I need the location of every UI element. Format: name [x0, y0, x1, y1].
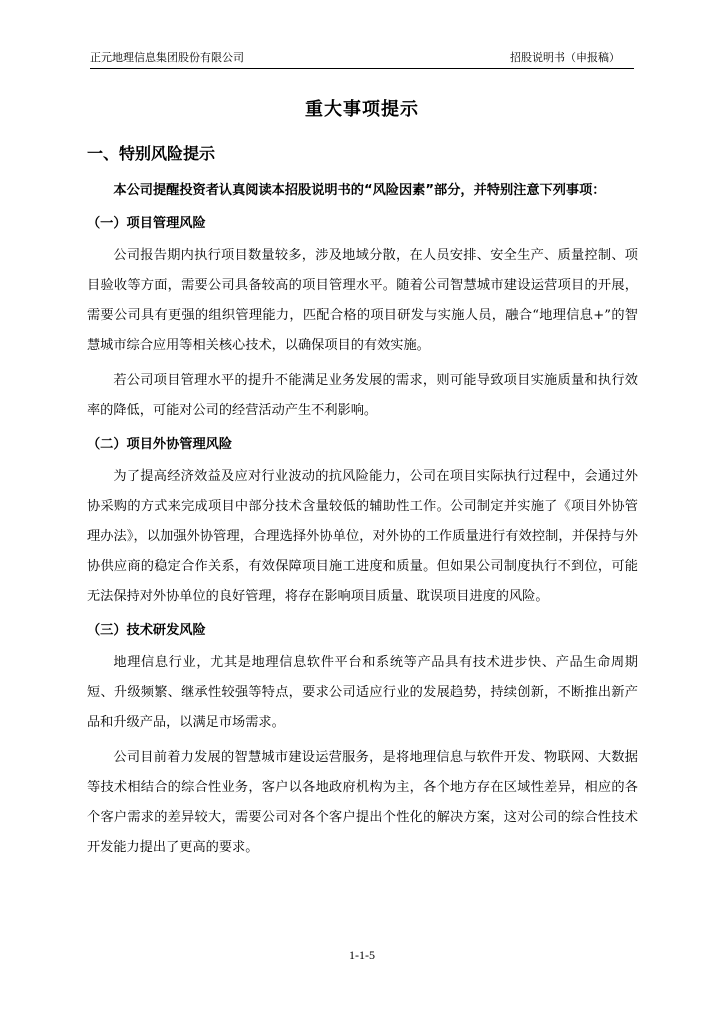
paragraph-outsourcing-1: 为了提高经济效益及应对行业波动的抗风险能力，公司在项目实际执行过程中，会通过外协采购的方式来完成项目中部分技术含量较低的辅助性工作。公司制定并实施了《项目外协管理办法》，以加强外协管理，合理选择外协单位，对外协的工作质量进行有效控制，并保持与外协供应商的稳定合作关系，有效保障项目施工进度和质量。但如果公司制度执行不到位，可能无法保持对外协单位的良好管理，将存在影响项目质量、耽误项目进度的风险。 [87, 469, 638, 604]
section-heading-special-risks: 一、特别风险提示 [87, 144, 216, 163]
page-number: 1-1-5 [349, 948, 375, 962]
paragraph-rd-1: 地理信息行业，尤其是地理信息软件平台和系统等产品具有技术进步快、产品生命周期短、升级频繁、继承性较强等特点，要求公司适应行业的发展趋势，持续创新，不断推出新产品和升级产品，以满足市场需求。 [87, 655, 638, 730]
page-header [90, 46, 634, 69]
paragraph-project-management-1: 公司报告期内执行项目数量较多，涉及地域分散，在人员安排、安全生产、质量控制、项目验收等方面，需要公司具备较高的项目管理水平。随着公司智慧城市建设运营项目的开展，需要公司具有更强的组织管理能力，匹配合格的项目研发与实施人员，融合“地理信息+”的智慧城市综合应用等相关核心技术，以确保项目的有效实施。 [87, 248, 638, 353]
header-document-type: 招股说明书（申报稿） [510, 51, 620, 64]
page-title: 重大事项提示 [305, 99, 419, 120]
subsection-heading-project-management-risk: （一）项目管理风险 [87, 216, 206, 231]
paragraph-rd-2: 公司目前着力发展的智慧城市建设运营服务，是将地理信息与软件开发、物联网、大数据等技术相结合的综合性业务，客户以各地政府机构为主，各个地方存在区域性差异，相应的各个客户需求的差异较大，需要公司对各个客户提出个性化的解决方案，这对公司的综合性技术开发能力提出了更高的要求。 [87, 750, 638, 855]
main-content [87, 140, 638, 868]
section-lead-paragraph: 本公司提醒投资者认真阅读本招股说明书的“风险因素”部分，并特别注意下列事项： [113, 183, 606, 198]
subsection-heading-outsourcing-risk: （二）项目外协管理风险 [87, 437, 233, 452]
paragraph-project-management-2: 若公司项目管理水平的提升不能满足业务发展的需求，则可能导致项目实施质量和执行效率的降低，可能对公司的经营活动产生不利影响。 [87, 373, 638, 418]
header-company-name: 正元地理信息集团股份有限公司 [90, 51, 244, 64]
subsection-heading-rd-risk: （三）技术研发风险 [87, 623, 206, 638]
